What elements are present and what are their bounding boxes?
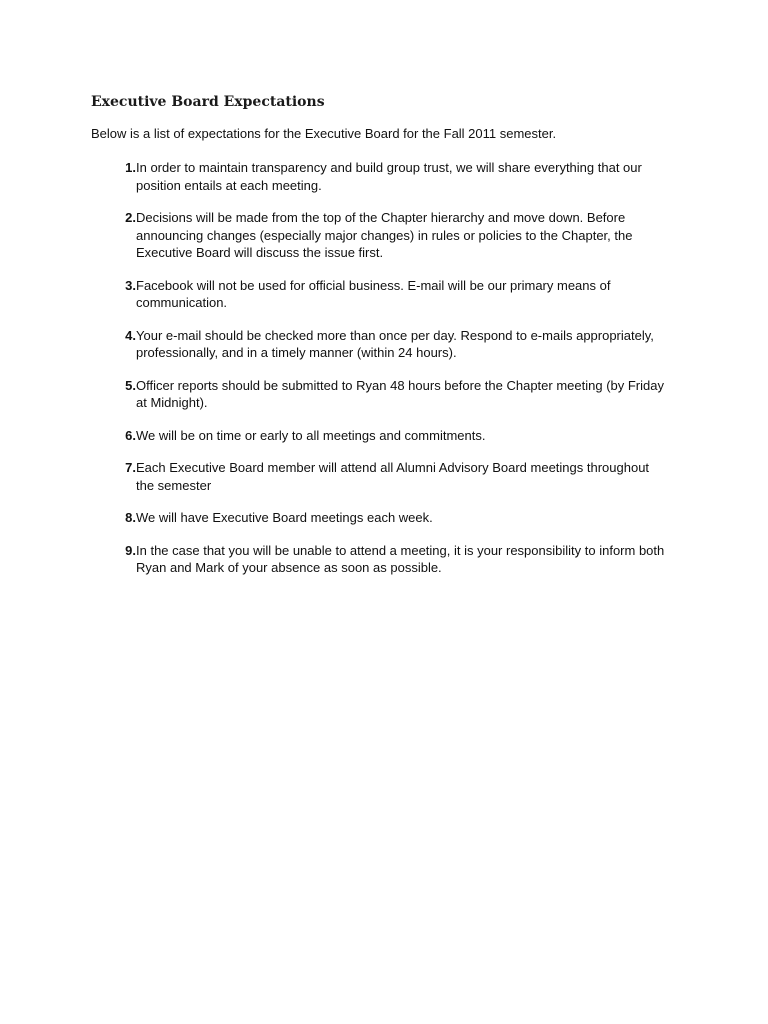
item-number: 8. <box>125 510 136 525</box>
item-text: Your e-mail should be checked more than once per day. Respond to e-mails appropriately, professionally, and in a timely manner (within 24 hours). <box>136 327 654 360</box>
list-item <box>91 377 691 412</box>
list-item <box>91 327 691 362</box>
page-title: Executive Board Expectations <box>91 94 325 110</box>
item-number: 1. <box>125 160 136 175</box>
item-text: In the case that you will be unable to attend a meeting, it is your responsibility to inform both Ryan and Mark of your absence as soon as possible. <box>136 542 665 575</box>
item-number: 5. <box>125 377 136 393</box>
item-number: 4. <box>125 327 136 343</box>
expectations-list <box>91 159 691 592</box>
list-item <box>91 159 691 194</box>
item-text: In order to maintain transparency and build group trust, we will share everything that our position entails at each meeting. <box>136 160 642 193</box>
item-number: 3. <box>125 277 136 293</box>
item-text: We will have Executive Board meetings each week. <box>136 510 433 525</box>
item-text: Officer reports should be submitted to Ryan 48 hours before the Chapter meeting (by Friday at Midnight). <box>136 377 664 410</box>
list-item <box>91 427 691 445</box>
intro-paragraph: Below is a list of expectations for the Executive Board for the Fall 2011 semester. <box>91 126 557 141</box>
item-text: Decisions will be made from the top of the Chapter hierarchy and move down. Before announcing changes (especially major changes) in rules or policies to the Chapter, the Executive Board will discuss the issue first. <box>136 210 633 260</box>
list-item <box>91 542 691 577</box>
item-text: Each Executive Board member will attend all Alumni Advisory Board meetings throughout the semester <box>136 460 650 493</box>
item-number: 2. <box>125 210 136 225</box>
item-number: 6. <box>125 427 136 443</box>
item-number: 7. <box>125 460 136 475</box>
list-item <box>91 459 691 494</box>
list-item <box>91 209 691 262</box>
list-item <box>91 277 691 312</box>
item-number: 9. <box>125 542 136 558</box>
list-item <box>91 509 691 527</box>
item-text: Facebook will not be used for official business. E-mail will be our primary means of communication. <box>136 277 611 310</box>
item-text: We will be on time or early to all meetings and commitments. <box>136 427 486 443</box>
